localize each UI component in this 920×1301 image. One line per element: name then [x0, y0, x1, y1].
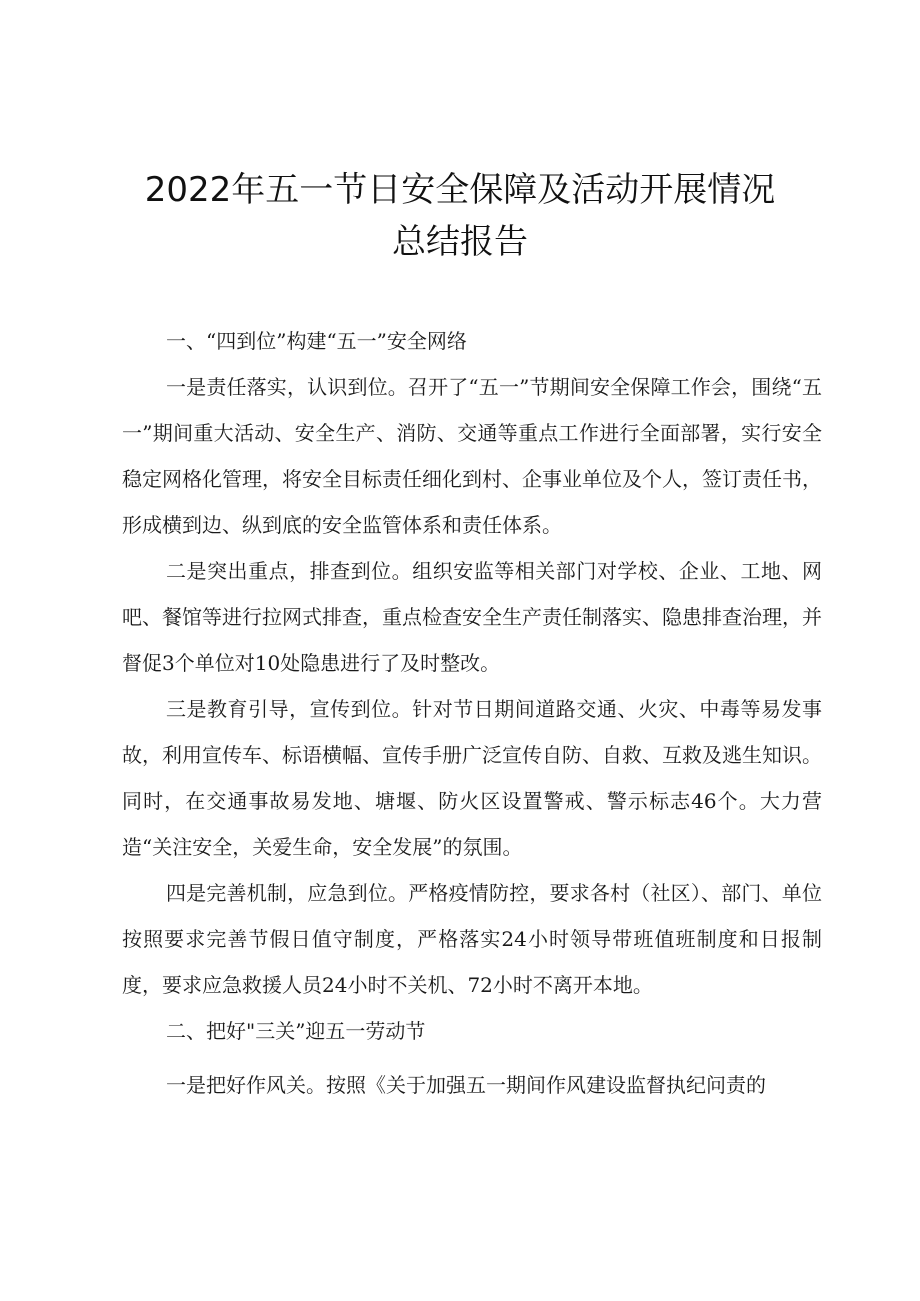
section1-heading: 一、“四到位”构建“五一”安全网络	[166, 329, 467, 353]
document-title-line2: 总结报告	[392, 222, 528, 262]
section1-paragraph-1: 一是责任落实，认识到位。召开了“五一”节期间安全保障工作会，围绕“五一”期间重大活动、安全生产、消防、交通等重点工作进行全面部署，实行安全稳定网格化管理，将安全目标责任细化到村、企事业单位及个人，签订责任书，形成横到边、纵到底的安全监管体系和责任体系。	[122, 375, 822, 537]
section2-heading: 二、把好"三关”迎五一劳动节	[166, 1019, 426, 1043]
section1-paragraph-3: 三是教育引导，宣传到位。针对节日期间道路交通、火灾、中毒等易发事故，利用宣传车、标语横幅、宣传手册广泛宣传自防、自救、互救及逃生知识。同时，在交通事故易发地、塘堰、防火区设置警戒、警示标志46个。大力营造“关注安全，关爱生命，安全发展”的氛围。	[122, 697, 822, 859]
document-title-line1: 2022年五一节日安全保障及活动开展情况	[144, 170, 776, 210]
section2-paragraph-1: 一是把好作风关。按照《关于加强五一期间作风建设监督执纪问责的	[166, 1073, 766, 1097]
section1-paragraph-4: 四是完善机制，应急到位。严格疫情防控，要求各村（社区）、部门、单位按照要求完善节假日值守制度，严格落实24小时领导带班值班制度和日报制度，要求应急救援人员24小时不关机、72小时不离开本地。	[122, 881, 822, 997]
section1-paragraph-2: 二是突出重点，排查到位。组织安监等相关部门对学校、企业、工地、网吧、餐馆等进行拉网式排查，重点检查安全生产责任制落实、隐患排查治理，并督促3个单位对10处隐患进行了及时整改。	[122, 559, 822, 675]
